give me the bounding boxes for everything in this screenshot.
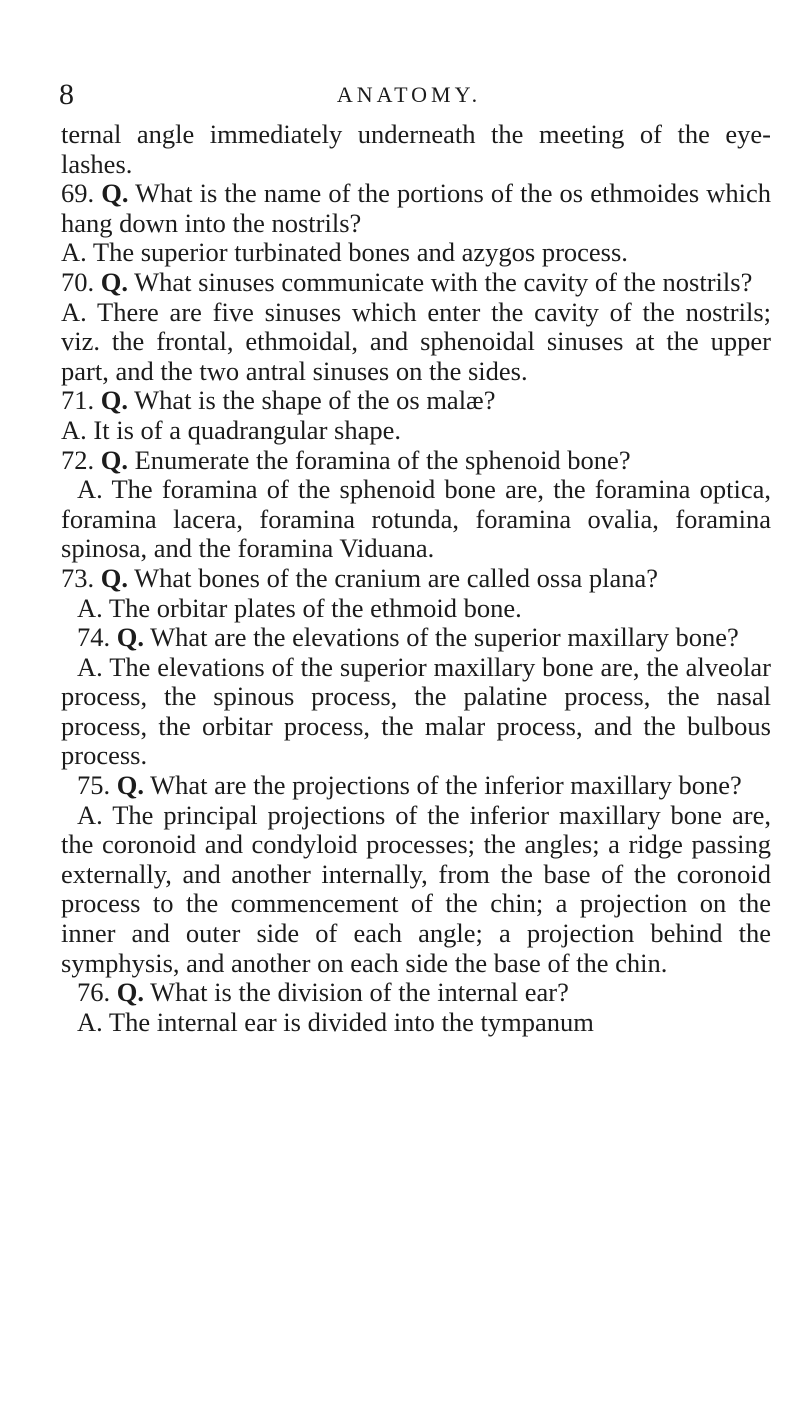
answer-74 bbox=[61, 653, 771, 771]
running-head bbox=[59, 80, 759, 110]
running-title: ANATOMY. bbox=[336, 82, 482, 107]
answer-text: The orbitar plates of the ethmoid bone. bbox=[108, 592, 522, 623]
question-mark: Q. bbox=[116, 770, 144, 801]
answer-text: The foramina of the sphenoid bone are, the foramina optica, foramina lacera, foramina rotunda, foramina ovalia, foramina spinosa, and the foramina Viduana. bbox=[61, 474, 771, 564]
answer-mark: A. bbox=[61, 414, 87, 445]
answer-mark: A. bbox=[77, 1006, 103, 1037]
question-text: What is the division of the internal ear? bbox=[150, 977, 569, 1008]
question-text: Enumerate the foramina of the sphenoid bone? bbox=[134, 444, 631, 475]
answer-mark: A. bbox=[61, 237, 87, 268]
question-71 bbox=[61, 386, 771, 416]
question-number: 72. bbox=[61, 444, 95, 475]
answer-mark: A. bbox=[77, 651, 103, 682]
question-number: 71. bbox=[61, 385, 95, 416]
question-number: 75. bbox=[77, 770, 111, 801]
answer-mark: A. bbox=[77, 474, 103, 505]
answer-75 bbox=[61, 801, 771, 979]
question-text: What are the elevations of the superior maxillary bone? bbox=[150, 622, 739, 653]
question-number: 76. bbox=[77, 977, 111, 1008]
answer-text: The principal projections of the inferior maxillary bone are, the coronoid and condyloid processes; the angles; a ridge passing externally, and another internally, from the base of the coronoid process to the commencement of the chin; a projection on the inner and outer side of each angle; a projection behind the symphysis, and another on each side the base of the chin. bbox=[61, 799, 771, 978]
question-mark: Q. bbox=[100, 444, 128, 475]
question-text: What sinuses communicate with the cavity of the nostrils? bbox=[134, 266, 753, 297]
question-72 bbox=[61, 446, 771, 476]
answer-69 bbox=[61, 238, 771, 268]
question-75 bbox=[61, 771, 771, 801]
question-76 bbox=[61, 978, 771, 1008]
answer-73 bbox=[61, 594, 771, 624]
question-mark: Q. bbox=[100, 266, 128, 297]
question-69 bbox=[61, 179, 771, 238]
question-mark: Q. bbox=[116, 622, 144, 653]
body-text bbox=[61, 120, 771, 1037]
question-number: 73. bbox=[61, 562, 95, 593]
answer-70 bbox=[61, 298, 771, 387]
answer-text: The elevations of the superior maxillary bone are, the alveolar process, the spinous process, the palatine process, the nasal process, the orbitar process, the malar process, and the bulbous process. bbox=[61, 651, 771, 771]
question-mark: Q. bbox=[100, 562, 128, 593]
question-mark: Q. bbox=[100, 385, 128, 416]
question-number: 69. bbox=[61, 178, 95, 209]
answer-text: There are five sinuses which enter the cavity of the nostrils; viz. the frontal, ethmoidal, and sphenoidal sinuses at the upper part, and the two antral sinuses on the sides. bbox=[61, 296, 771, 386]
answer-mark: A. bbox=[77, 592, 103, 623]
answer-mark: A. bbox=[61, 296, 87, 327]
question-70 bbox=[61, 268, 771, 298]
answer-76 bbox=[61, 1008, 771, 1038]
question-mark: Q. bbox=[101, 178, 129, 209]
answer-text: It is of a quadrangular shape. bbox=[93, 414, 401, 445]
question-number: 70. bbox=[61, 266, 95, 297]
question-73 bbox=[61, 564, 771, 594]
answer-72 bbox=[61, 475, 771, 564]
answer-text: The internal ear is divided into the tympanum bbox=[108, 1006, 594, 1037]
answer-71 bbox=[61, 416, 771, 446]
continuation-paragraph: ternal angle immediately underneath the meeting of the eye-lashes. bbox=[61, 119, 771, 179]
question-text: What bones of the cranium are called ossa plana? bbox=[134, 562, 659, 593]
answer-mark: A. bbox=[77, 799, 103, 830]
question-74 bbox=[61, 623, 771, 653]
question-text: What is the shape of the os malæ? bbox=[134, 385, 496, 416]
question-mark: Q. bbox=[116, 977, 144, 1008]
answer-text: The superior turbinated bones and azygos process. bbox=[92, 237, 628, 268]
question-text: What are the projections of the inferior maxillary bone? bbox=[150, 770, 742, 801]
page-number: 8 bbox=[59, 78, 74, 111]
question-text: What is the name of the portions of the os ethmoides which hang down into the nostrils? bbox=[61, 178, 771, 238]
question-number: 74. bbox=[77, 622, 111, 653]
